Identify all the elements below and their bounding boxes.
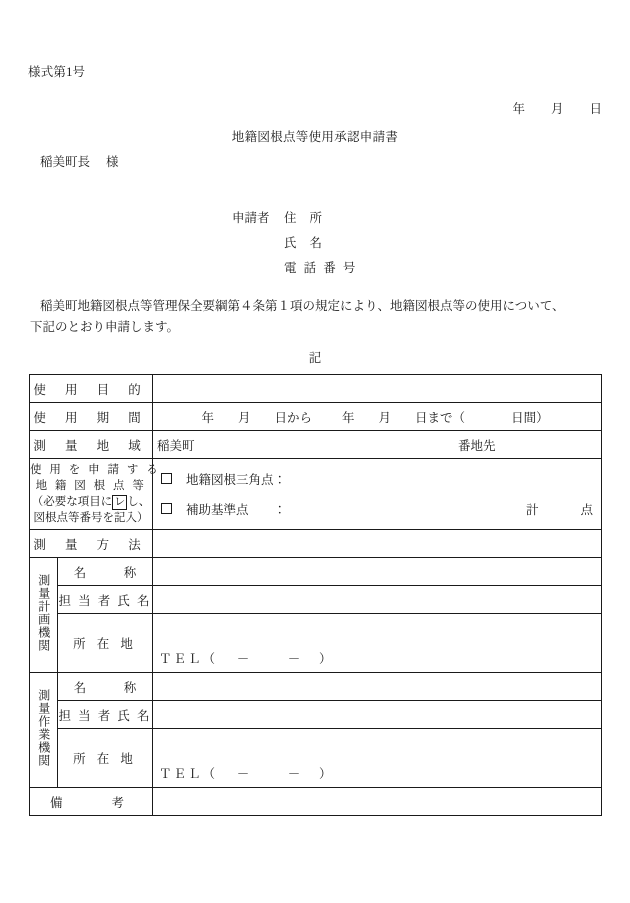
points-checkbox-row-1[interactable] <box>161 470 286 488</box>
plan-org-person-value[interactable] <box>153 586 602 614</box>
table-row-points <box>30 459 602 530</box>
period-value[interactable] <box>153 403 602 431</box>
applicant-address-row <box>232 206 357 231</box>
points-label <box>30 459 161 530</box>
period-inner <box>153 408 601 426</box>
work-org-name-label-text: 名 称 <box>73 680 137 695</box>
plan-org-vertical-label <box>30 558 58 673</box>
points-total-kei-label: 計 <box>525 503 539 517</box>
applicant-name-label-a: 氏 <box>284 236 310 250</box>
period-made: まで（ <box>427 410 466 425</box>
work-org-name-label <box>58 673 153 701</box>
work-org-address-inner <box>153 729 601 787</box>
remarks-label <box>30 788 153 816</box>
work-org-address-label <box>58 729 153 788</box>
area-label <box>30 431 153 459</box>
plan-org-person-label-text: 担 当 者 氏 名 <box>58 593 152 608</box>
work-org-person-label-text: 担 当 者 氏 名 <box>58 708 152 723</box>
remarks-label-text: 備 考 <box>50 795 133 810</box>
period-year-2: 年 <box>342 410 355 425</box>
purpose-value[interactable] <box>153 375 602 403</box>
table-row-plan-org-address <box>30 614 602 673</box>
body-paragraph <box>30 296 600 338</box>
table-row-method <box>30 530 602 558</box>
work-org-name-value[interactable] <box>153 673 602 701</box>
period-label <box>30 403 153 431</box>
points-inner <box>153 459 601 529</box>
plan-org-address-value[interactable] <box>153 614 602 673</box>
area-value[interactable] <box>153 431 602 459</box>
ki-marker: 記 <box>308 351 322 365</box>
work-org-tel-dash-2: － <box>287 767 303 781</box>
points-total-unit-label: 点 <box>580 503 594 517</box>
date-day-label: 日 <box>589 102 602 116</box>
remarks-value[interactable] <box>153 788 602 816</box>
points-value[interactable] <box>153 459 602 530</box>
plan-org-name-label-text: 名 称 <box>73 565 137 580</box>
method-label-text: 測 量 方 法 <box>33 537 149 552</box>
period-label-text: 使 用 期 間 <box>33 410 149 425</box>
document-title: 地籍図根点等使用承認申請書 <box>231 130 399 144</box>
table-row-work-org-person <box>30 701 602 729</box>
addressee-office: 稲美町長 <box>40 155 91 169</box>
work-org-person-label <box>58 701 153 729</box>
date-month-label: 月 <box>550 102 564 116</box>
period-year-1: 年 <box>201 410 214 425</box>
plan-org-address-label <box>58 614 153 673</box>
applicant-address-label-a: 住 <box>284 211 310 225</box>
table-row-plan-org-person <box>30 586 602 614</box>
plan-org-address-inner <box>153 614 601 672</box>
points-label-line-2: 地 籍 図 根 点 等 <box>35 480 147 492</box>
plan-org-vertical-label-text: 測量計画機関 <box>36 574 51 652</box>
plan-org-tel-dash-2: － <box>287 652 303 666</box>
period-days-unit: 日間） <box>511 410 549 425</box>
points-total <box>526 500 593 518</box>
work-org-address-label-text: 所 在 地 <box>73 752 137 766</box>
work-org-tel-label: ＴＥＬ（ <box>159 767 218 781</box>
period-month-2: 月 <box>378 410 392 425</box>
applicant-phone-row <box>232 256 357 281</box>
checkbox-unchecked-icon[interactable] <box>161 503 172 514</box>
date-line <box>0 99 630 117</box>
area-banchi-label: 番地先 <box>458 438 496 453</box>
plan-org-tel-dash-1: － <box>236 652 252 666</box>
table-row-plan-org-name <box>30 558 602 586</box>
work-org-tel-close: ） <box>319 767 334 781</box>
area-label-text: 測 量 地 域 <box>33 438 149 453</box>
checkbox-unchecked-icon[interactable] <box>161 473 172 484</box>
purpose-label-text: 使 用 目 的 <box>33 382 149 397</box>
work-org-tel-dash-1: － <box>236 767 252 781</box>
plan-org-tel-label: ＴＥＬ（ <box>159 652 218 666</box>
method-label <box>30 530 153 558</box>
work-org-vertical-label <box>30 673 58 788</box>
table-row-remarks <box>30 788 602 816</box>
purpose-label <box>30 375 153 403</box>
period-kara: から <box>286 410 312 425</box>
plan-org-tel-close: ） <box>319 652 334 666</box>
work-org-vertical-label-text: 測量作業機関 <box>36 689 51 767</box>
addressee <box>40 152 119 170</box>
method-value[interactable] <box>153 530 602 558</box>
points-label-line-3 <box>30 494 152 510</box>
plan-org-tel-line <box>159 649 334 667</box>
table-row-period <box>30 403 602 431</box>
work-org-person-value[interactable] <box>153 701 602 729</box>
addressee-honorific: 様 <box>106 155 119 169</box>
plan-org-name-value[interactable] <box>153 558 602 586</box>
period-day-2: 日 <box>415 410 428 425</box>
points-checkbox-row-2[interactable] <box>161 500 286 518</box>
work-org-address-value[interactable] <box>153 729 602 788</box>
applicant-name-row <box>232 231 357 256</box>
body-paragraph-line-1: 稲美町地籍図根点等管理保全要綱第４条第１項の規定により、地籍図根点等の使用について、 <box>40 299 565 313</box>
table-row-purpose <box>30 375 602 403</box>
plan-org-person-label <box>58 586 153 614</box>
table-row-work-org-name <box>30 673 602 701</box>
application-table <box>29 374 602 816</box>
plan-org-name-label <box>58 558 153 586</box>
applicant-block <box>232 206 357 281</box>
check-mark-boxed-icon: レ <box>114 496 126 508</box>
body-paragraph-line-2: 下記のとおり申請します。 <box>30 320 180 334</box>
work-org-tel-line <box>159 764 334 782</box>
table-row-area <box>30 431 602 459</box>
applicant-phone-label: 電 話 番 号 <box>284 261 358 275</box>
points-checkbox-1-label: 地籍図根三角点： <box>186 473 287 487</box>
table-row-work-org-address <box>30 729 602 788</box>
points-label-line-4: 図根点等番号を記入） <box>33 512 149 524</box>
points-label-line-3-post: し、 <box>127 496 151 508</box>
date-year-label: 年 <box>512 102 525 116</box>
points-label-line-3-pre: （必要な項目に <box>31 496 113 508</box>
points-checkbox-2-label: 補助基準点 ： <box>186 503 287 517</box>
points-label-line-1: 使 用 を 申 請 す る <box>30 464 161 476</box>
period-day-1: 日 <box>274 410 287 425</box>
period-month-1: 月 <box>237 410 251 425</box>
area-town: 稲美町 <box>157 438 195 453</box>
applicant-address-label-b: 所 <box>309 211 323 225</box>
applicant-lead-label: 申請者 <box>232 211 270 225</box>
applicant-name-label-b: 名 <box>309 236 323 250</box>
plan-org-address-label-text: 所 在 地 <box>73 637 137 651</box>
form-number: 様式第1号 <box>28 65 86 79</box>
